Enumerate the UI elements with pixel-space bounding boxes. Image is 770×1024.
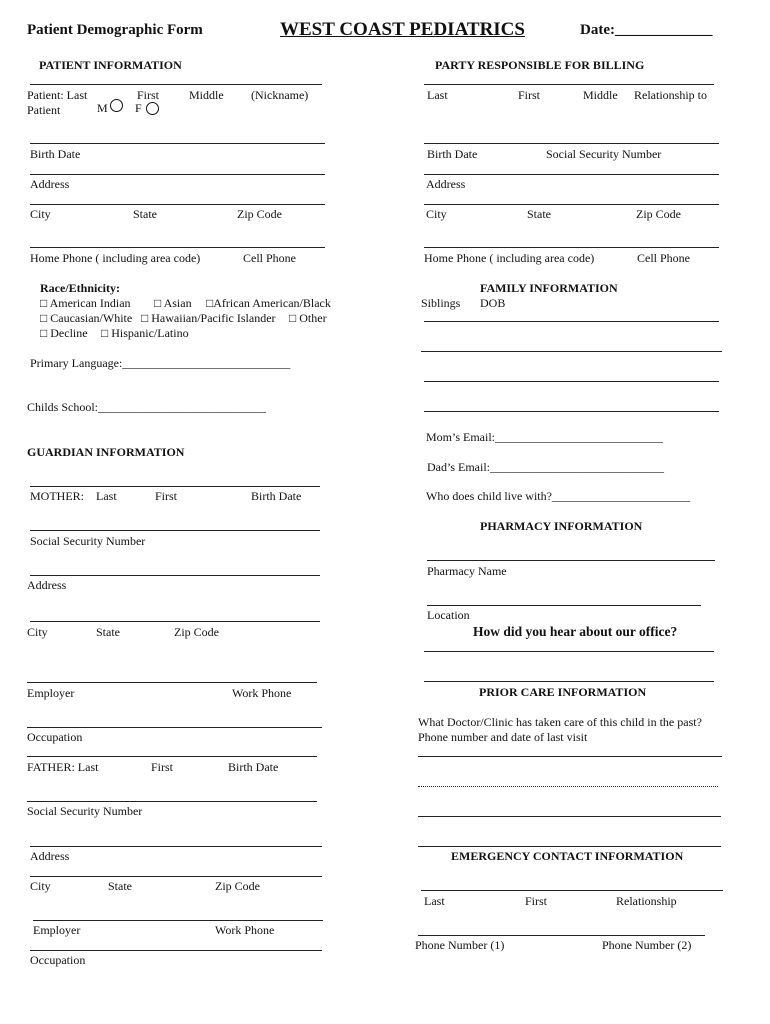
family-info-heading: FAMILY INFORMATION [480, 281, 618, 295]
sibling-line-4[interactable] [424, 411, 719, 412]
lives-with-field[interactable]: Who does child live with?_______________________ [426, 489, 690, 503]
sex-m-label: M [97, 101, 108, 115]
sibling-line-1[interactable] [424, 321, 719, 322]
father-ssn-label: Social Security Number [27, 804, 143, 818]
prior-care-line-1[interactable] [418, 756, 722, 757]
mother-state-label: State [96, 625, 120, 639]
patient-middle-label: Middle [189, 88, 224, 102]
father-occupation-label: Occupation [30, 953, 86, 967]
mother-label: MOTHER: [30, 489, 84, 503]
patient-info-heading: PATIENT INFORMATION [39, 58, 182, 72]
father-first-label: First [151, 760, 174, 774]
billing-address-line[interactable] [424, 174, 719, 175]
sibling-line-2[interactable] [421, 351, 722, 352]
emergency-phone1-label: Phone Number (1) [415, 938, 505, 952]
mother-city-label: City [27, 625, 48, 639]
race-american-indian-checkbox[interactable]: □ American Indian [40, 296, 131, 310]
father-work-phone-label: Work Phone [215, 923, 275, 937]
pharmacy-name-label: Pharmacy Name [427, 564, 507, 578]
practice-name: WEST COAST PEDIATRICS [280, 19, 525, 40]
father-address-label: Address [30, 849, 70, 863]
date-field[interactable]: Date:_____________ [580, 22, 713, 38]
mother-work-phone-label: Work Phone [232, 686, 292, 700]
referral-line-1[interactable] [424, 651, 714, 652]
race-caucasian-checkbox[interactable]: □ Caucasian/White [40, 311, 133, 325]
patient-birth-date-label: Birth Date [30, 147, 81, 161]
mother-ssn-line[interactable] [30, 530, 320, 531]
sibling-line-3[interactable] [424, 381, 719, 382]
father-name-line[interactable] [27, 756, 317, 757]
mother-birth-date-label: Birth Date [251, 489, 302, 503]
patient-city-line[interactable] [30, 204, 325, 205]
dads-email-field[interactable]: Dad’s Email:_____________________________ [427, 460, 664, 474]
billing-phone-line[interactable] [424, 247, 719, 248]
emergency-phone2-label: Phone Number (2) [602, 938, 692, 952]
mother-address-line[interactable] [30, 575, 320, 576]
billing-state-label: State [527, 207, 551, 221]
patient-first-label: First [137, 88, 160, 102]
mother-occupation-line[interactable] [27, 727, 322, 728]
race-other-checkbox[interactable]: □ Other [289, 311, 327, 325]
father-city-label: City [30, 879, 51, 893]
billing-birth-date-label: Birth Date [427, 147, 478, 161]
referral-question: How did you hear about our office? [473, 624, 678, 639]
father-ssn-line[interactable] [27, 801, 317, 802]
billing-ssn-label: Social Security Number [546, 147, 662, 161]
emergency-last-label: Last [424, 894, 445, 908]
emergency-name-line[interactable] [421, 890, 723, 891]
sex-m-radio[interactable] [110, 99, 123, 112]
sex-f-label: F [135, 101, 142, 115]
billing-city-line[interactable] [424, 204, 719, 205]
form-title: Patient Demographic Form [27, 22, 203, 38]
prior-care-heading: PRIOR CARE INFORMATION [479, 685, 647, 699]
billing-last-label: Last [427, 88, 448, 102]
father-address-line[interactable] [30, 846, 322, 847]
father-state-label: State [108, 879, 132, 893]
primary-language-field[interactable]: Primary Language:____________________________ [30, 356, 291, 370]
billing-first-label: First [518, 88, 541, 102]
emergency-relationship-label: Relationship [616, 894, 677, 908]
billing-zip-label: Zip Code [636, 207, 681, 221]
mother-zip-label: Zip Code [174, 625, 219, 639]
billing-name-line[interactable] [424, 84, 714, 85]
siblings-label: Siblings [421, 296, 461, 310]
patient-nickname-label: (Nickname) [251, 88, 309, 102]
patient-address-label: Address [30, 177, 70, 191]
prior-care-question-line1: What Doctor/Clinic has taken care of this child in the past? [418, 715, 702, 729]
billing-middle-label: Middle [583, 88, 618, 102]
billing-birthdate-line[interactable] [424, 143, 719, 144]
father-city-line[interactable] [30, 876, 322, 877]
patient-address-line[interactable] [30, 174, 325, 175]
billing-relationship-label: Relationship to [634, 88, 707, 102]
race-asian-checkbox[interactable]: □ Asian [154, 296, 192, 310]
billing-cell-phone-label: Cell Phone [637, 251, 690, 265]
mother-city-line[interactable] [30, 621, 320, 622]
race-african-american-checkbox[interactable]: □African American/Black [206, 296, 331, 310]
race-hispanic-checkbox[interactable]: □ Hispanic/Latino [101, 326, 189, 340]
father-employer-label: Employer [33, 923, 81, 937]
prior-care-line-3[interactable] [418, 816, 721, 817]
patient-phone-line[interactable] [30, 247, 325, 248]
mother-name-line[interactable] [30, 486, 320, 487]
patient-last-label: Patient: Last [27, 88, 88, 102]
father-zip-label: Zip Code [215, 879, 260, 893]
emergency-first-label: First [525, 894, 548, 908]
father-last-label: FATHER: Last [27, 760, 99, 774]
patient-cell-phone-label: Cell Phone [243, 251, 296, 265]
race-decline-checkbox[interactable]: □ Decline [40, 326, 88, 340]
patient-city-label: City [30, 207, 51, 221]
pharmacy-location-label: Location [427, 608, 470, 622]
pharmacy-heading: PHARMACY INFORMATION [480, 519, 643, 533]
race-hawaiian-checkbox[interactable]: □ Hawaiian/Pacific Islander [141, 311, 276, 325]
father-employer-line[interactable] [33, 920, 323, 921]
siblings-dob-label: DOB [480, 296, 506, 310]
billing-heading: PARTY RESPONSIBLE FOR BILLING [435, 58, 645, 72]
patient-name-line[interactable] [30, 84, 322, 85]
mother-first-label: First [155, 489, 178, 503]
mother-employer-line[interactable] [27, 682, 317, 683]
father-birth-date-label: Birth Date [228, 760, 279, 774]
emergency-heading: EMERGENCY CONTACT INFORMATION [451, 849, 684, 863]
pharmacy-name-line[interactable] [427, 560, 715, 561]
billing-city-label: City [426, 207, 447, 221]
prior-care-line-2[interactable] [418, 786, 718, 787]
billing-address-label: Address [426, 177, 466, 191]
emergency-phone-line[interactable] [418, 935, 705, 936]
mother-occupation-label: Occupation [27, 730, 83, 744]
prior-care-line-4[interactable] [418, 846, 721, 847]
patient-state-label: State [133, 207, 157, 221]
billing-home-phone-label: Home Phone ( including area code) [424, 251, 595, 265]
patient-zip-label: Zip Code [237, 207, 282, 221]
guardian-info-heading: GUARDIAN INFORMATION [27, 445, 185, 459]
patient-birthdate-line[interactable] [30, 143, 325, 144]
patient-home-phone-label: Home Phone ( including area code) [30, 251, 201, 265]
prior-care-question-line2: Phone number and date of last visit [418, 730, 588, 744]
father-occupation-line[interactable] [30, 950, 322, 951]
pharmacy-location-line[interactable] [427, 605, 701, 606]
mother-address-label: Address [27, 578, 67, 592]
mother-employer-label: Employer [27, 686, 75, 700]
patient-label: Patient [27, 103, 61, 117]
race-heading: Race/Ethnicity: [40, 281, 120, 295]
mother-last-label: Last [96, 489, 117, 503]
moms-email-field[interactable]: Mom’s Email:____________________________ [426, 430, 663, 444]
referral-line-2[interactable] [424, 681, 714, 682]
childs-school-field[interactable]: Childs School:____________________________ [27, 400, 267, 414]
sex-f-radio[interactable] [146, 102, 159, 115]
mother-ssn-label: Social Security Number [30, 534, 146, 548]
